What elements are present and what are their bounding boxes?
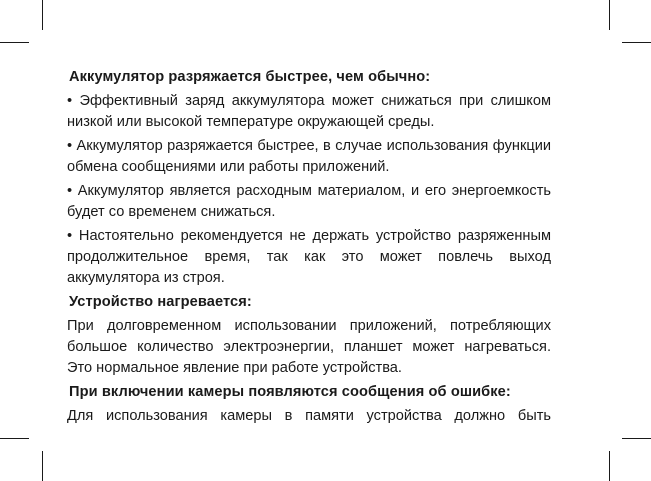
paragraph: • Настоятельно рекомендуется не держать устройство разряженным продолжительное время, так как это может повлечь выход аккумулятора из строя. [67,228,551,286]
paragraph: При долговременном использовании приложений, потребляющих большое количество электроэнергии, планшет может нагреваться. Это нормальное явление при работе устройства. [67,318,551,376]
section-heading: Аккумулятор разряжается быстрее, чем обычно: [69,69,431,85]
section-heading: Устройство нагревается: [69,294,252,310]
crop-mark-bottom-right-horizontal [622,438,651,439]
section-heading: При включении камеры появляются сообщения об ошибке: [69,384,511,400]
paragraph: • Аккумулятор разряжается быстрее, в случае использования функции обмена сообщениями или работы приложений. [67,138,551,175]
crop-mark-top-right-horizontal [622,42,651,43]
paragraph: • Аккумулятор является расходным материалом, и его энергоемкость будет со временем снижаться. [67,183,551,220]
crop-mark-bottom-right-vertical [609,451,610,481]
crop-mark-top-right-vertical [609,0,610,30]
section-device-heats [67,292,551,379]
crop-mark-top-left-vertical [42,0,43,30]
section-camera-errors [67,382,551,427]
paragraph: • Эффективный заряд аккумулятора может снижаться при слишком низкой или высокой температуре окружающей среды. [67,93,551,130]
page-content [67,67,551,430]
crop-mark-top-left-horizontal [0,42,29,43]
crop-mark-bottom-left-horizontal [0,438,29,439]
crop-mark-bottom-left-vertical [42,451,43,481]
paragraph: Для использования камеры в памяти устройства должно быть [67,408,551,424]
section-battery-drain [67,67,551,289]
